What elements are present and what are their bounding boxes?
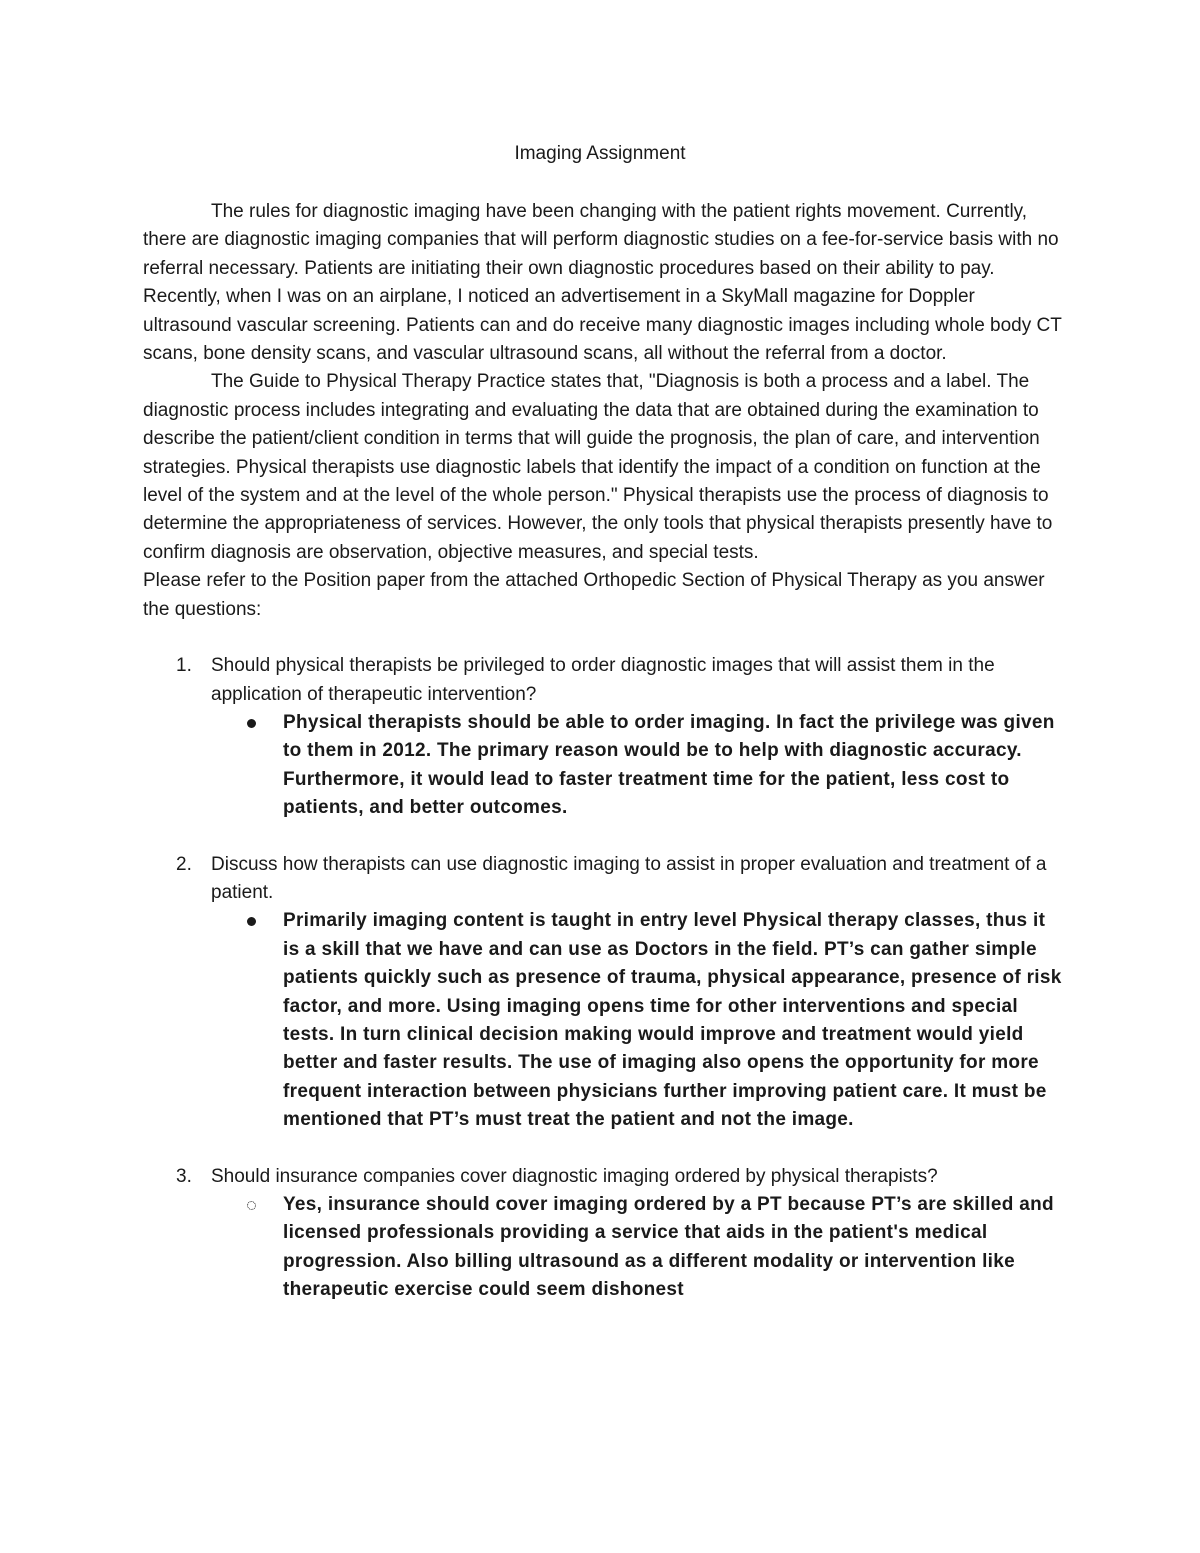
document-body [143,198,1063,1305]
instruction-paragraph: Please refer to the Position paper from the attached Orthopedic Section of Physical Therapy as you answer the questions: [143,570,1045,620]
answer-item [211,709,1063,823]
question-item [143,1163,1063,1305]
intro-paragraph: The rules for diagnostic imaging have been changing with the patient rights movement. Currently, there are diagnostic imaging companies that will perform diagnostic studies on a fee-for-service basis with no referral necessary. Patients are initiating their own diagnostic procedures based on their ability to pay. Recently, when I was on an airplane, I noticed an advertisement in a SkyMall magazine for Doppler ultrasound vascular screening. Patients can and do receive many diagnostic images including whole body CT scans, bone density scans, and vascular ultrasound scans, all without the referral from a doctor. [143,201,1062,365]
question-list [143,652,1063,1305]
bullet-icon [247,917,256,926]
question-text: Discuss how therapists can use diagnostic imaging to assist in proper evaluation and treatment of a patient. [211,853,1047,903]
spacer [143,624,1063,652]
hollow-bullet-icon [247,1201,256,1210]
question-text: Should insurance companies cover diagnostic imaging ordered by physical therapists? [211,1165,938,1187]
spacer [143,1135,1063,1163]
question-number: 1. [176,655,192,677]
document-title: Imaging Assignment [514,143,686,164]
spacer [143,823,1063,851]
answer-text: Primarily imaging content is taught in entry level Physical therapy classes, thus it is a skill that we have and can use as Doctors in the field. PT’s can gather simple patients quickly such as presence of trauma, physical appearance, presence of risk factor, and more. Using imaging opens time for other interventions and special tests. In turn clinical decision making would improve and treatment would yield better and faster results. The use of imaging also opens the opportunity for more frequent interaction between physicians further improving patient care. It must be mentioned that PT’s must treat the patient and not the image. [283,910,1062,1131]
question-number: 2. [176,853,192,875]
question-number: 3. [176,1165,192,1187]
answer-item [211,907,1063,1134]
question-text: Should physical therapists be privileged to order diagnostic images that will assist them in the application of therapeutic intervention? [211,655,995,705]
answer-text: Yes, insurance should cover imaging ordered by a PT because PT’s are skilled and licensed professionals providing a service that aids in the patient's medical progression. Also billing ultrasound as a different modality or intervention like therapeutic exercise could seem dishonest [283,1194,1054,1301]
answer-item [211,1191,1063,1305]
question-item [143,851,1063,1135]
guide-paragraph: The Guide to Physical Therapy Practice states that, "Diagnosis is both a process and a label. The diagnostic process includes integrating and evaluating the data that are obtained during the examination to describe the patient/client condition in terms that will guide the prognosis, the plan of care, and intervention strategies. Physical therapists use diagnostic labels that identify the impact of a condition on function at the level of the system and at the level of the whole person." Physical therapists use the process of diagnosis to determine the appropriateness of services. However, the only tools that physical therapists presently have to confirm diagnosis are observation, objective measures, and special tests. [143,371,1053,563]
answer-text: Physical therapists should be able to order imaging. In fact the privilege was given to them in 2012. The primary reason would be to help with diagnostic accuracy. Furthermore, it would lead to faster treatment time for the patient, less cost to patients, and better outcomes. [283,711,1055,819]
question-item [143,652,1063,822]
bullet-icon [247,719,256,728]
